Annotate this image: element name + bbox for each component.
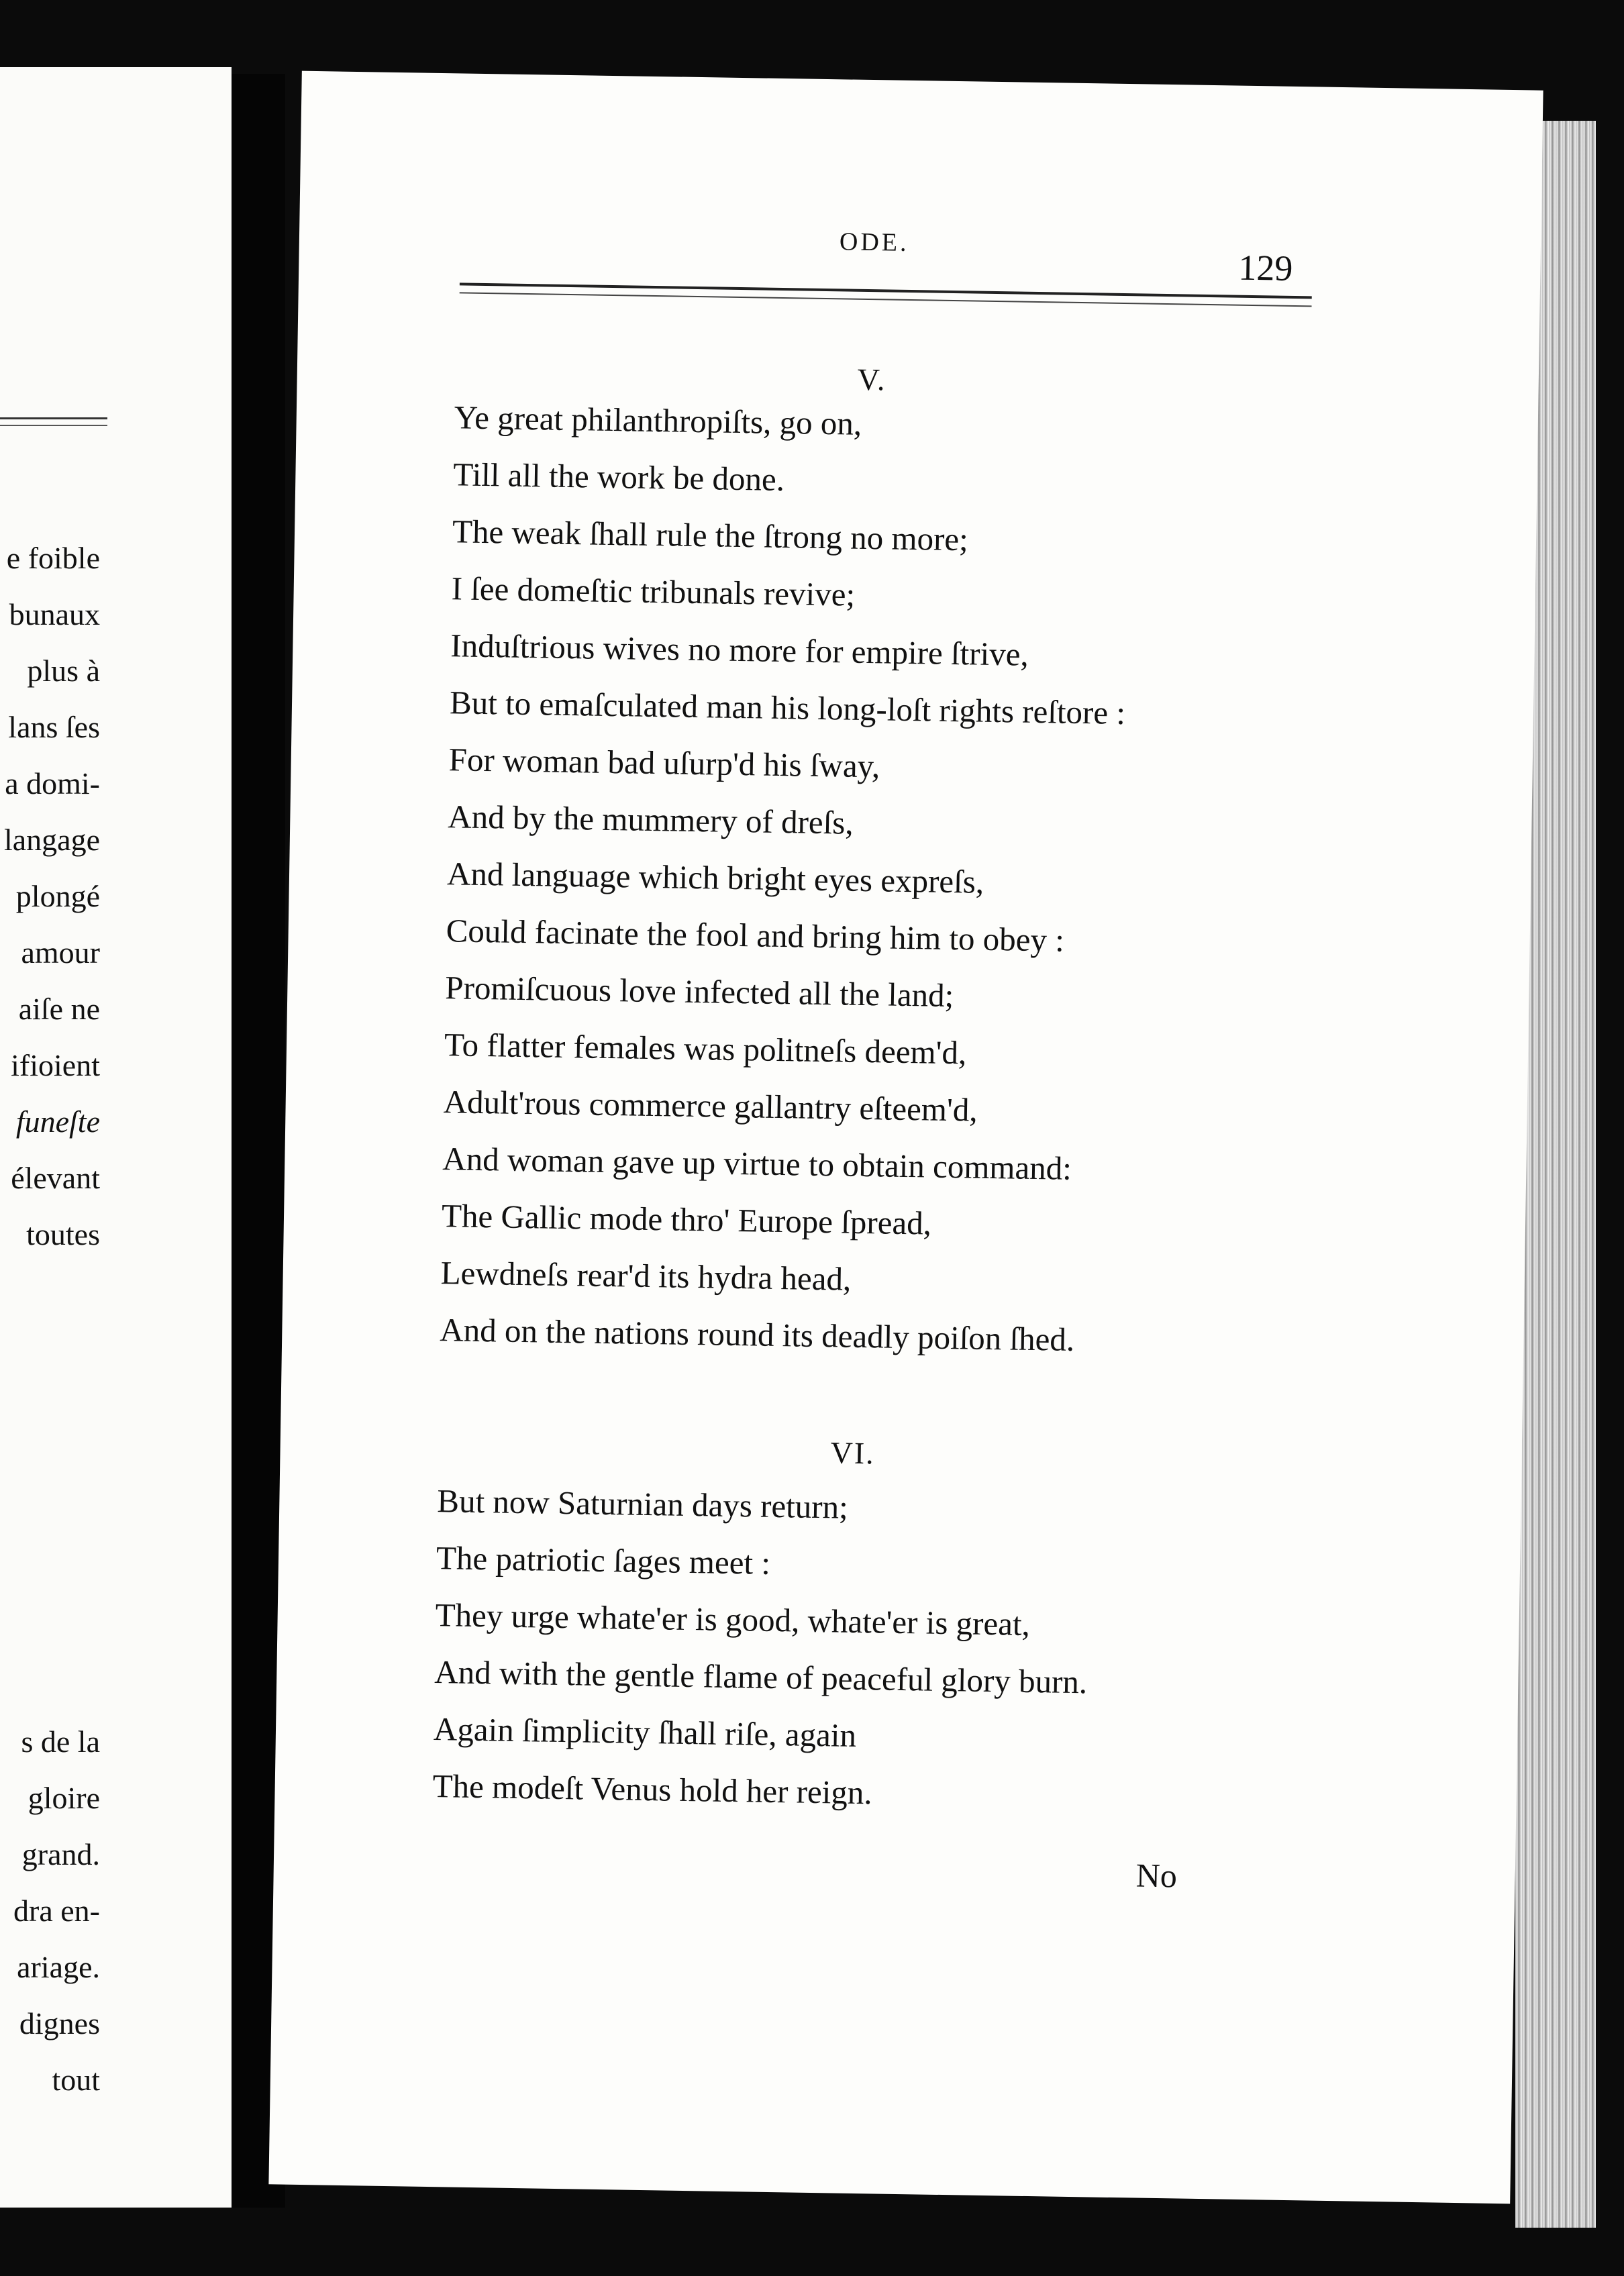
stanza-vi [432, 1472, 1090, 1824]
right-page [268, 71, 1543, 2204]
stanza-number-vi: VI. [830, 1435, 876, 1471]
stanza-v [440, 389, 1131, 1369]
left-line: plongé [15, 879, 100, 913]
left-line: tout [52, 2063, 100, 2097]
verse-line: And with the gentle flame of peaceful glory burn. [434, 1653, 1088, 1701]
left-line-blank [0, 1319, 100, 1376]
left-line: e foible [6, 541, 100, 575]
left-line: élevant [11, 1161, 100, 1195]
verse-line: The modeſt Venus hold her reign. [432, 1767, 873, 1812]
left-line: grand. [21, 1837, 100, 1871]
left-facing-page [0, 67, 232, 2208]
verse-line: For woman bad uſurp'd his ſway, [448, 741, 880, 785]
left-line-blank [0, 1601, 100, 1657]
verse-line: And language which bright eyes expreſs, [446, 855, 984, 900]
verse-line: Lewdneſs rear'd its hydra head, [440, 1254, 852, 1298]
verse-line: And by the mummery of dreſs, [447, 798, 854, 841]
page-number: 129 [1237, 247, 1293, 289]
verse-line: To flatter females was politneſs deem'd, [444, 1026, 967, 1072]
verse-line: Till all the work be done. [453, 456, 785, 499]
left-line: lans ſes [8, 710, 100, 744]
left-line: ifioient [11, 1048, 100, 1082]
left-line: bunaux [9, 597, 100, 631]
left-line: funeſte [15, 1104, 100, 1139]
verse-line: Ye great philanthropiſts, go on, [454, 399, 862, 442]
catchword: No [1135, 1856, 1178, 1895]
running-head: ODE. [839, 227, 909, 257]
verse-line: And on the nations round its deadly poiſon ſhed. [439, 1311, 1075, 1358]
verse-line: The Gallic mode thro' Europe ſpread, [441, 1197, 932, 1242]
left-line: dignes [19, 2006, 100, 2040]
header-rule [460, 282, 1312, 307]
verse-line: But now Saturnian days return; [436, 1482, 849, 1526]
left-line: plus à [27, 654, 100, 688]
left-line: dra en- [13, 1894, 100, 1928]
left-line-blank [0, 1263, 100, 1319]
verse-line: Again ſimplicity ſhall riſe, again [433, 1710, 857, 1754]
left-line: langage [3, 823, 100, 857]
left-line: s de la [21, 1724, 100, 1759]
verse-line: Induſtrious wives no more for empire ſtrive, [450, 627, 1029, 673]
left-line: aiſe ne [18, 992, 100, 1026]
left-line-blank [0, 1545, 100, 1601]
verse-line: Adult'rous commerce gallantry eſteem'd, [443, 1083, 978, 1129]
left-line: gloire [28, 1781, 100, 1815]
left-line-blank [0, 1657, 100, 1714]
left-line: ariage. [17, 1950, 100, 1984]
left-header-rule [0, 417, 107, 426]
left-line-blank [0, 1488, 100, 1545]
verse-line: Could facinate the fool and bring him to obey : [446, 912, 1065, 959]
left-line: toutes [26, 1217, 100, 1251]
left-line-blank [0, 1376, 100, 1432]
stanza-number-v: V. [857, 362, 886, 397]
verse-line: Promiſcuous love infected all the land; [444, 969, 954, 1015]
verse-line: And woman gave up virtue to obtain command: [442, 1140, 1072, 1187]
left-line: a domi- [5, 766, 100, 800]
verse-line: The weak ſhall rule the ſtrong no more; [452, 513, 969, 558]
verse-line: They urge whate'er is good, whate'er is great, [435, 1596, 1031, 1643]
left-page-text [0, 530, 100, 2108]
left-line: amour [21, 935, 100, 970]
verse-line: I ſee domeſtic tribunals revive; [451, 570, 856, 613]
left-line-blank [0, 1432, 100, 1488]
verse-line: The patriotic ſages meet : [436, 1539, 771, 1582]
verse-line: But to emaſculated man his long-loſt rights reſtore : [449, 684, 1126, 732]
